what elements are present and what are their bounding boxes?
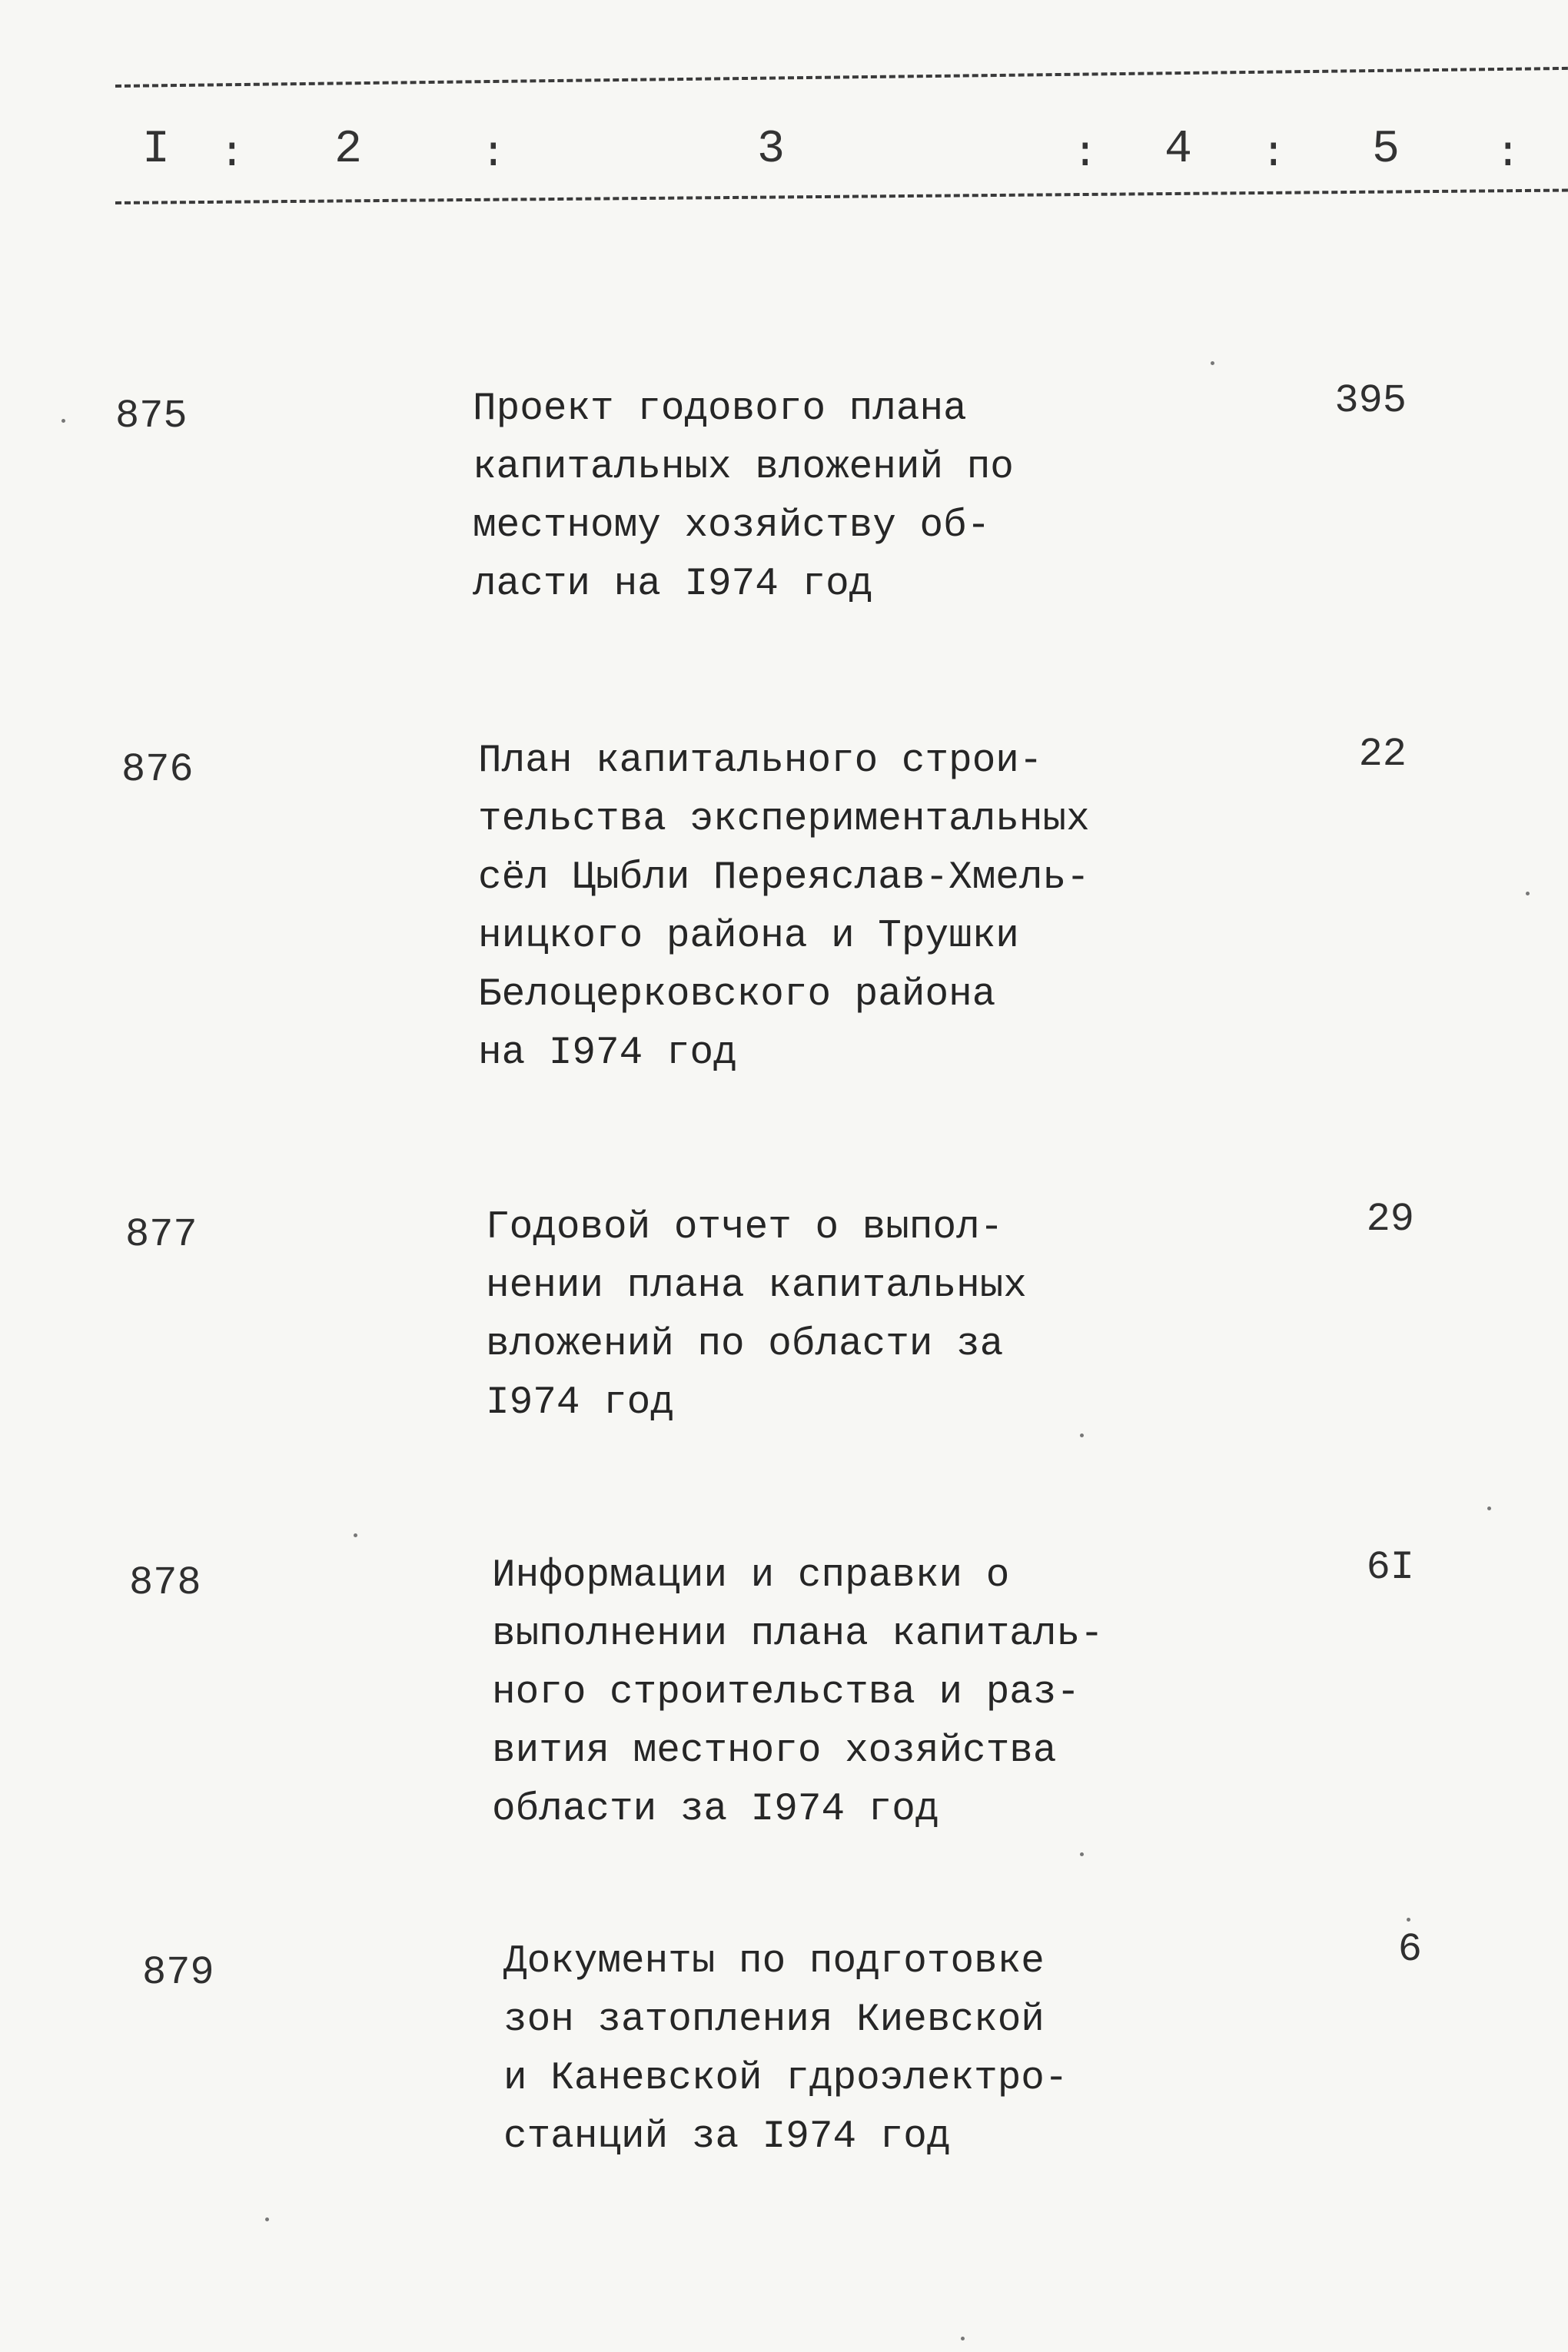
record-sheet-count: 6I: [1366, 1545, 1414, 1590]
scan-speck: [61, 419, 65, 423]
record-sheet-count: 6: [1397, 1927, 1422, 1972]
record-number: 879: [142, 1950, 214, 1995]
record-sheet-count: 29: [1366, 1197, 1414, 1242]
column-header-4: 4: [1164, 124, 1193, 176]
header-top-rule: [115, 67, 1568, 88]
column-separator: :: [480, 129, 507, 178]
scan-speck: [1407, 1918, 1410, 1922]
column-separator: :: [219, 129, 245, 178]
record-sheet-count: 22: [1358, 732, 1407, 777]
record-title: Информации и справки о выполнении плана капиталь- ного строительства и раз- вития местного хозяйства области за I974 год: [492, 1554, 1104, 1832]
column-header-1: I: [142, 124, 171, 176]
column-header-3: 3: [757, 124, 786, 176]
record-number: 876: [121, 747, 194, 792]
column-separator: :: [1495, 129, 1521, 178]
scan-speck: [1080, 1852, 1084, 1856]
scan-speck: [1080, 1433, 1084, 1437]
record-title: Годовой отчет о выпол- нении плана капитальных вложений по области за I974 год: [486, 1206, 1027, 1425]
scan-speck: [354, 1533, 357, 1537]
scan-speck: [1487, 1507, 1491, 1510]
record-number: 875: [115, 394, 188, 439]
record-title: Документы по подготовке зон затопления Киевской и Каневской гдроэлектро- станций за I974 год: [503, 1940, 1068, 2159]
record-number: 878: [129, 1560, 201, 1606]
scan-speck: [961, 2337, 965, 2340]
scan-speck: [1526, 892, 1530, 895]
record-sheet-count: 395: [1334, 378, 1407, 424]
scan-speck: [265, 2217, 269, 2221]
header-bottom-rule: [115, 189, 1568, 204]
column-header-5: 5: [1372, 124, 1400, 176]
record-number: 877: [125, 1212, 198, 1257]
scan-speck: [1211, 361, 1214, 365]
column-separator: :: [1072, 129, 1098, 178]
column-header-2: 2: [334, 124, 363, 176]
record-title: Проект годового плана капитальных вложений по местному хозяйству об- ласти на I974 год: [473, 387, 1014, 606]
column-separator: :: [1261, 129, 1287, 178]
record-title: План капитального строи- тельства экспериментальных сёл Цыбли Переяслав-Хмель- ницкого района и Трушки Белоцерковского района на I974 год: [478, 739, 1090, 1075]
